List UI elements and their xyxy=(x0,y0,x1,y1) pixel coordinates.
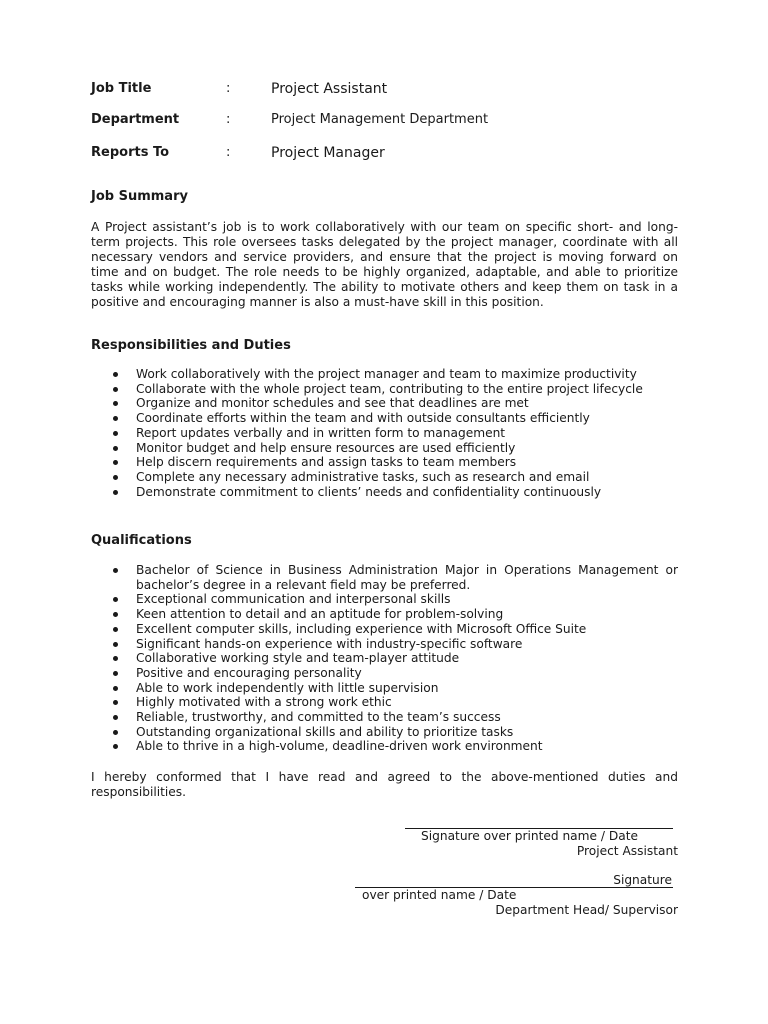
list-item xyxy=(91,622,678,637)
list-item xyxy=(91,485,678,500)
job-title-value: Project Assistant xyxy=(271,81,388,97)
bullet-icon xyxy=(113,700,118,705)
department-value: Project Management Department xyxy=(271,112,489,127)
bullet-icon xyxy=(113,715,118,720)
bullet-icon xyxy=(113,568,118,573)
bullet-icon xyxy=(113,686,118,691)
assistant-signature-caption: Signature over printed name / Date xyxy=(420,829,638,843)
list-item xyxy=(91,441,678,456)
list-item-text: Able to thrive in a high-volume, deadline-driven work environment xyxy=(136,739,543,754)
bullet-icon xyxy=(113,475,118,480)
list-item-text: Complete any necessary administrative tasks, such as research and email xyxy=(136,469,590,484)
list-item-text: Highly motivated with a strong work ethic xyxy=(136,695,392,710)
list-item-text: Significant hands-on experience with industry-specific software xyxy=(136,636,523,651)
list-item xyxy=(91,637,678,652)
bullet-icon xyxy=(113,744,118,749)
list-item-text: Demonstrate commitment to clients’ needs and confidentiality continuously xyxy=(136,484,602,499)
colon: : xyxy=(226,145,231,160)
bullet-icon xyxy=(113,671,118,676)
list-item xyxy=(91,426,678,441)
list-item xyxy=(91,382,678,397)
list-item-text: Organize and monitor schedules and see that deadlines are met xyxy=(136,396,529,411)
list-item xyxy=(91,563,678,592)
bullet-icon xyxy=(113,431,118,436)
list-item xyxy=(91,592,678,607)
bullet-icon xyxy=(113,372,118,377)
list-item xyxy=(91,725,678,740)
job-summary-heading: Job Summary xyxy=(91,189,188,204)
conformity-statement: I hereby conformed that I have read and agreed to the above-mentioned duties and responsibilities. xyxy=(91,770,678,799)
list-item xyxy=(91,739,678,754)
list-item-text: Monitor budget and help ensure resources are used efficiently xyxy=(136,440,516,455)
job-title-label: Job Title xyxy=(91,81,152,96)
reports-to-label: Reports To xyxy=(91,145,170,160)
bullet-icon xyxy=(113,490,118,495)
list-item xyxy=(91,470,678,485)
list-item-text: Report updates verbally and in written form to management xyxy=(136,425,506,440)
list-item xyxy=(91,411,678,426)
list-item xyxy=(91,607,678,622)
bullet-icon xyxy=(113,597,118,602)
supervisor-signature-word: Signature xyxy=(613,873,672,887)
job-summary-text: A Project assistant’s job is to work collaboratively with our team on specific short- and long-term projects. This role oversees tasks delegated by the project manager, coordinate with all necessary vendors and service providers, and ensure that the project is moving forward on time and on budget. The role needs to be highly organized, adaptable, and able to prioritize tasks while working independently. The ability to motivate others and keep them on task in a positive and encouraging manner is also a must-have skill in this position. xyxy=(91,220,678,309)
list-item-text: Collaborative working style and team-player attitude xyxy=(136,651,460,666)
list-item xyxy=(91,367,678,382)
list-item xyxy=(91,710,678,725)
responsibilities-list xyxy=(91,367,678,499)
list-item xyxy=(91,396,678,411)
supervisor-role: Department Head/ Supervisor xyxy=(495,903,678,917)
assistant-role: Project Assistant xyxy=(576,844,678,858)
responsibilities-heading: Responsibilities and Duties xyxy=(91,338,291,353)
list-item-text: Collaborate with the whole project team, contributing to the entire project lifecycle xyxy=(136,381,643,396)
list-item-text: Excellent computer skills, including experience with Microsoft Office Suite xyxy=(136,621,587,636)
qualifications-list xyxy=(91,563,678,754)
list-item-text: Keen attention to detail and an aptitude for problem-solving xyxy=(136,607,504,622)
bullet-icon xyxy=(113,460,118,465)
bullet-icon xyxy=(113,656,118,661)
list-item xyxy=(91,666,678,681)
list-item-text: Help discern requirements and assign tasks to team members xyxy=(136,455,517,470)
bullet-icon xyxy=(113,642,118,647)
bullet-icon xyxy=(113,401,118,406)
colon: : xyxy=(226,112,231,127)
reports-to-value: Project Manager xyxy=(271,145,385,161)
list-item xyxy=(91,455,678,470)
list-item-text: Exceptional communication and interpersonal skills xyxy=(136,592,451,607)
list-item xyxy=(91,681,678,696)
department-label: Department xyxy=(91,112,180,127)
bullet-icon xyxy=(113,387,118,392)
list-item-text: Outstanding organizational skills and ability to prioritize tasks xyxy=(136,724,514,739)
supervisor-signature-caption: over printed name / Date xyxy=(362,888,517,902)
bullet-icon xyxy=(113,416,118,421)
list-item xyxy=(91,695,678,710)
bullet-icon xyxy=(113,612,118,617)
bullet-icon xyxy=(113,627,118,632)
list-item xyxy=(91,651,678,666)
colon: : xyxy=(226,81,231,96)
bullet-icon xyxy=(113,446,118,451)
list-item-text: Reliable, trustworthy, and committed to the team’s success xyxy=(136,710,501,725)
bullet-icon xyxy=(113,730,118,735)
list-item-text: Positive and encouraging personality xyxy=(136,665,362,680)
list-item-text: Able to work independently with little supervision xyxy=(136,680,439,695)
qualifications-heading: Qualifications xyxy=(91,533,192,548)
list-item-text: Bachelor of Science in Business Administration Major in Operations Management or bachelor’s degree in a relevant field may be preferred. xyxy=(136,563,678,592)
list-item-text: Work collaboratively with the project manager and team to maximize productivity xyxy=(136,367,637,381)
list-item-text: Coordinate efforts within the team and with outside consultants efficiently xyxy=(136,411,590,426)
